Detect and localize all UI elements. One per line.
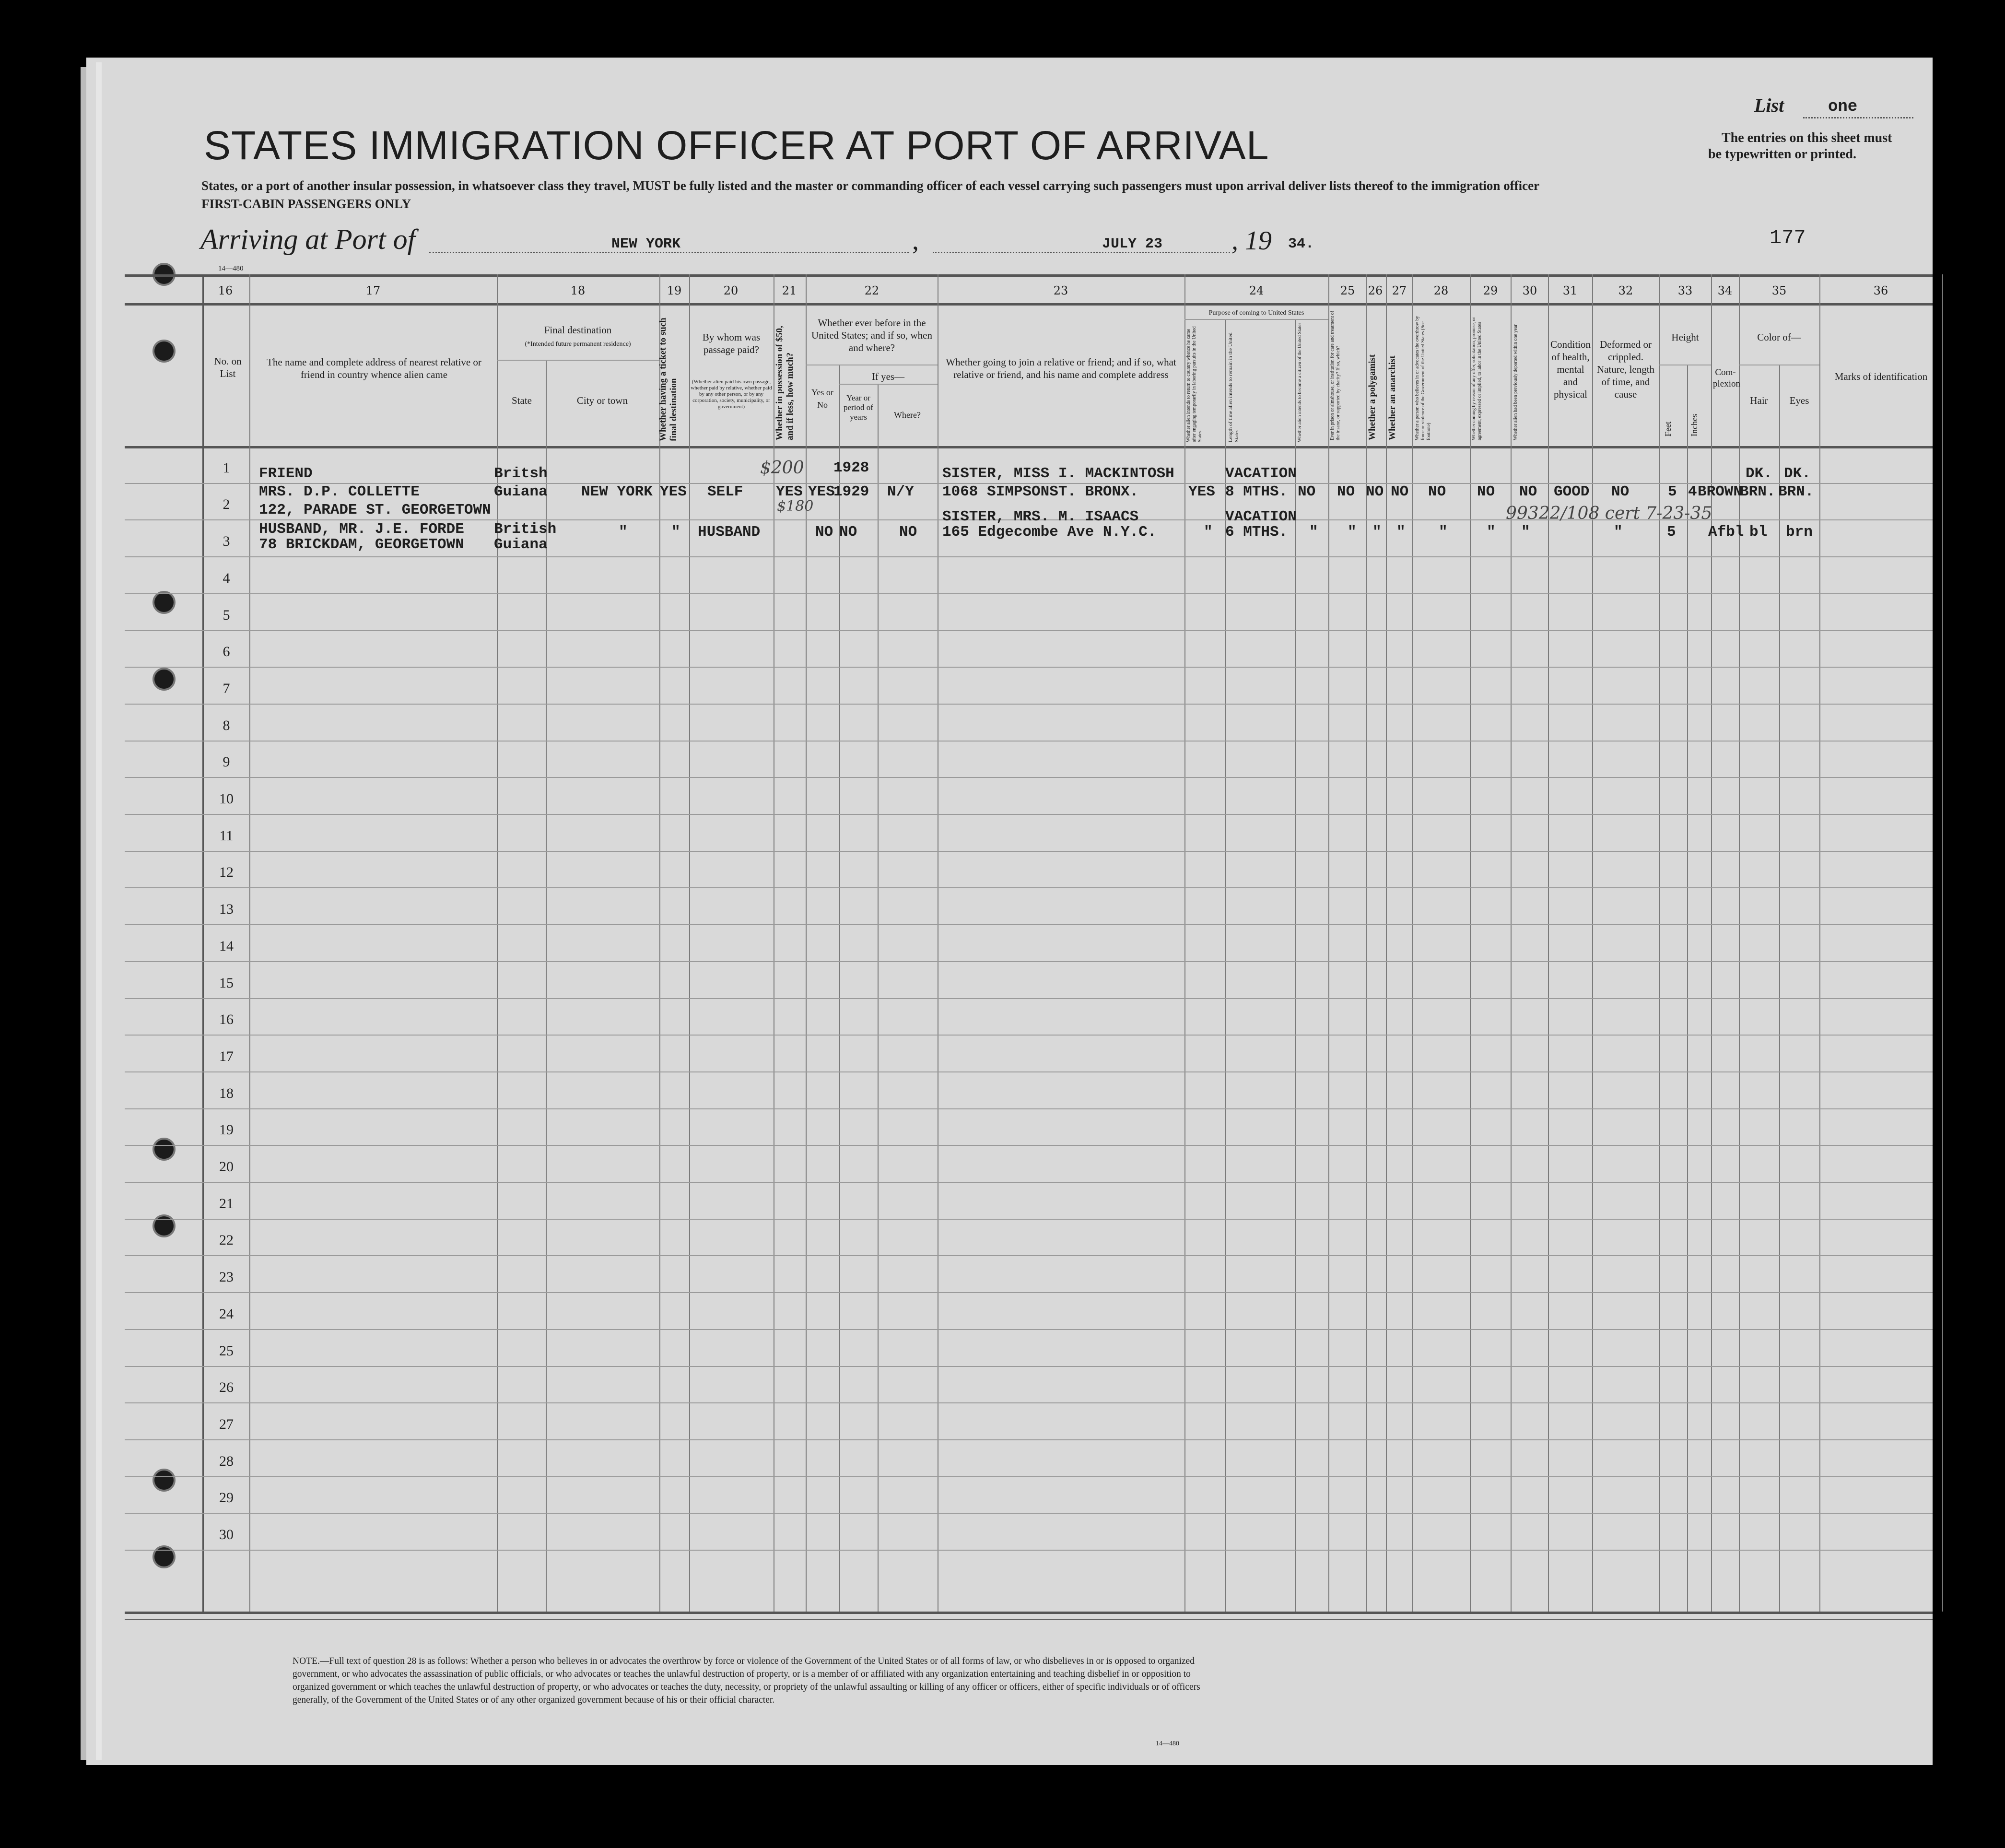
row-number: 29 bbox=[219, 1490, 234, 1506]
col-num-20: 20 bbox=[723, 284, 739, 297]
r2-relative-address: 78 BRICKDAM, GEORGETOWN bbox=[259, 536, 464, 553]
header-years: Year or period of years bbox=[844, 393, 873, 422]
r2-complexion: Afbl bbox=[1708, 524, 1744, 541]
header-purpose-citizen: Whether alien intends to become a citizen of the United States bbox=[1297, 322, 1302, 442]
row-rule bbox=[125, 1513, 1933, 1514]
r1-join-a: SISTER, MISS I. MACKINTOSH bbox=[942, 465, 1174, 482]
row-number: 7 bbox=[223, 680, 230, 696]
r2-paid-by: HUSBAND bbox=[698, 524, 761, 541]
col-num-29: 29 bbox=[1483, 284, 1498, 297]
row-rule bbox=[125, 1145, 1933, 1146]
list-label: List bbox=[1754, 94, 1784, 116]
col-num-35: 35 bbox=[1771, 284, 1787, 297]
row-number: 19 bbox=[219, 1122, 234, 1138]
header-complexion: Com-plexion bbox=[1713, 367, 1740, 389]
row-rule bbox=[125, 1182, 1933, 1183]
page-title: STATES IMMIGRATION OFFICER AT PORT OF ARRIVAL bbox=[204, 123, 1269, 168]
r1-c26: NO bbox=[1366, 483, 1384, 500]
row-rule bbox=[125, 814, 1933, 815]
header-final-destination: Final destination bbox=[544, 324, 612, 336]
row-number: 12 bbox=[219, 864, 234, 881]
row-rule bbox=[125, 1292, 1933, 1293]
arrival-date: JULY 23 bbox=[1102, 236, 1163, 252]
col-num-34: 34 bbox=[1717, 284, 1733, 297]
col-num-33: 33 bbox=[1677, 284, 1693, 297]
r2-city: " bbox=[619, 524, 628, 541]
row-rule bbox=[125, 1329, 1933, 1330]
r1-relative-address: 122, PARADE ST. GEORGETOWN bbox=[259, 502, 491, 518]
binder-hole bbox=[152, 1214, 176, 1237]
r2-feet: 5 bbox=[1667, 524, 1676, 541]
binder-hole bbox=[152, 1138, 176, 1161]
r2-deformed: " bbox=[1614, 524, 1623, 541]
arriving-label: Arriving at Port of bbox=[200, 224, 416, 255]
intro-class: FIRST-CABIN PASSENGERS ONLY bbox=[201, 197, 411, 211]
r2-state-a: British bbox=[494, 521, 557, 538]
header-where: Where? bbox=[894, 410, 921, 420]
col-num-19: 19 bbox=[667, 284, 682, 297]
r2-state-b: Guiana bbox=[494, 536, 548, 553]
row-rule bbox=[125, 1071, 1933, 1072]
header-ticket: Whether having a ticket to such final destination bbox=[658, 318, 679, 441]
row-number: 8 bbox=[223, 717, 230, 733]
page-fold bbox=[96, 62, 102, 1760]
binder-hole bbox=[152, 340, 176, 363]
r2-citizen: " bbox=[1309, 524, 1318, 541]
header-no-on-list: No. on List bbox=[214, 355, 242, 379]
r1-c25: NO bbox=[1337, 483, 1355, 500]
r1-return: YES bbox=[1188, 483, 1215, 500]
header-yes-no: Yes or No bbox=[811, 388, 833, 410]
r1-inches: 4 bbox=[1688, 483, 1697, 500]
row-number: 5 bbox=[223, 607, 230, 623]
row-number: 18 bbox=[219, 1085, 234, 1101]
r2-before-us: NO bbox=[839, 524, 857, 541]
r2-length: 6 MTHS. bbox=[1225, 524, 1288, 541]
r2-c26: " bbox=[1372, 524, 1382, 541]
r1-hair-b: BRN. bbox=[1740, 483, 1776, 500]
r2-annotation: 99322/108 cert 7-23-35 bbox=[1506, 504, 1712, 523]
header-marks: Marks of identification bbox=[1834, 371, 1928, 382]
r1-before-us: YES bbox=[808, 483, 835, 500]
row-number: 30 bbox=[219, 1527, 234, 1542]
row-rule bbox=[125, 1476, 1933, 1477]
header-if-yes: If yes— bbox=[871, 371, 905, 382]
r2-return: " bbox=[1204, 524, 1213, 541]
r2-money-note: $180 bbox=[777, 498, 814, 515]
r2-where: NO bbox=[899, 524, 917, 541]
r1-paid-by: SELF bbox=[707, 483, 743, 500]
row-rule bbox=[125, 630, 1933, 631]
r1-city: NEW YORK bbox=[581, 483, 653, 500]
r1-c30: NO bbox=[1519, 483, 1537, 500]
r1-state-a: Britsh bbox=[494, 465, 548, 482]
col-num-32: 32 bbox=[1618, 284, 1633, 297]
r1-eyes-a: DK. bbox=[1784, 465, 1811, 482]
row-rule bbox=[125, 1439, 1933, 1440]
r2-hair: bl bbox=[1749, 524, 1768, 541]
r1-relative-name: MRS. D.P. COLLETTE bbox=[259, 483, 420, 500]
port-value: NEW YORK bbox=[611, 236, 681, 252]
row-number: 11 bbox=[219, 827, 234, 844]
row-number: 23 bbox=[219, 1269, 234, 1285]
header-before-us: Whether ever before in the United States; and if so, when and where? bbox=[811, 317, 932, 353]
row-number: 25 bbox=[219, 1342, 234, 1359]
header-purpose-length: Length of time alien intends to remain in the United States bbox=[1228, 332, 1240, 442]
r2-c25: " bbox=[1348, 524, 1357, 541]
r1-join-b: 1068 SIMPSONST. BRONX. bbox=[942, 483, 1139, 500]
r1-c28: NO bbox=[1428, 483, 1446, 500]
binder-hole bbox=[152, 1469, 176, 1492]
row-rule bbox=[125, 998, 1933, 999]
col-num-22: 22 bbox=[864, 284, 879, 297]
intro-text: States, or a port of another insular possession, in whatsoever class they travel, MUST be fully listed and the master or commanding officer of each vessel carrying such passengers must upon arrival deliver lists thereof to the immigration officer bbox=[201, 178, 1540, 193]
r1-deformed: NO bbox=[1611, 483, 1630, 500]
r1-years-b: 1929 bbox=[833, 483, 869, 500]
row-number: 24 bbox=[219, 1306, 234, 1322]
page-number: 177 bbox=[1770, 226, 1806, 249]
r2-c28: " bbox=[1439, 524, 1448, 541]
r2-money: NO bbox=[815, 524, 833, 541]
row-rule bbox=[125, 593, 1933, 594]
row-rule bbox=[125, 1035, 1933, 1036]
r2-c30: " bbox=[1521, 524, 1530, 541]
row-rule bbox=[125, 777, 1933, 778]
r2-join-a: SISTER, MRS. M. ISAACS bbox=[942, 508, 1139, 525]
header-state: State bbox=[512, 395, 532, 406]
header-prison: Ever in prison or almshouse, or institution for care and treatment of the insane, or supported by charity? If so, which? bbox=[1330, 311, 1341, 440]
col-num-36: 36 bbox=[1873, 284, 1888, 297]
r1-money: YES bbox=[776, 483, 803, 500]
r1-c27: NO bbox=[1391, 483, 1409, 500]
header-polygamist: Whether a polygamist bbox=[1367, 354, 1377, 440]
r1-complexion: BROWN bbox=[1698, 483, 1743, 500]
r1-where: N/Y bbox=[887, 483, 914, 500]
row-rule bbox=[125, 704, 1933, 705]
header-health: Condition of health, mental and physical bbox=[1550, 339, 1591, 400]
header-join-relative: Whether going to join a relative or friend; and if so, what relative or friend, and his name and complete address bbox=[946, 356, 1176, 380]
header-money: Whether in possession of $50, and if less, how much? bbox=[774, 326, 795, 440]
header-q28: Whether a person who believes in or advocates the overthrow by force or violence of the Government of the United States (See footnote) bbox=[1415, 316, 1431, 440]
r2-relative-name: HUSBAND, MR. J.E. FORDE bbox=[259, 521, 464, 538]
year-prefix: , 19 bbox=[1231, 226, 1272, 256]
col-num-23: 23 bbox=[1053, 284, 1068, 297]
row-number: 27 bbox=[219, 1416, 234, 1432]
header-passage-paid: By whom was passage paid? bbox=[702, 331, 761, 355]
r1-hair-a: DK. bbox=[1746, 465, 1772, 482]
r1-eyes-b: BRN. bbox=[1778, 483, 1814, 500]
row-number: 9 bbox=[223, 754, 230, 770]
r1-ticket: YES bbox=[660, 483, 687, 500]
row-number: 10 bbox=[219, 791, 234, 807]
header-purpose: Purpose of coming to United States bbox=[1208, 309, 1304, 317]
instructions-line2: be typewritten or printed. bbox=[1708, 147, 1856, 162]
row-number: 15 bbox=[219, 975, 234, 991]
r1-relation: FRIEND bbox=[259, 465, 313, 482]
r2-ticket: " bbox=[671, 524, 680, 541]
r1-years-a: 1928 bbox=[833, 459, 869, 476]
list-value: one bbox=[1828, 98, 1858, 116]
row-number: 26 bbox=[219, 1379, 234, 1396]
row-rule bbox=[125, 1108, 1933, 1109]
row-rule bbox=[125, 1550, 1933, 1551]
r1-length: 8 MTHS. bbox=[1225, 483, 1288, 500]
r1-citizen: NO bbox=[1298, 483, 1316, 500]
row-rule bbox=[125, 1366, 1933, 1367]
row-number: 6 bbox=[223, 644, 230, 660]
r1-purpose: VACATION bbox=[1225, 465, 1297, 482]
row-rule bbox=[125, 1255, 1933, 1256]
r1-c29: NO bbox=[1477, 483, 1495, 500]
port-comma: , bbox=[912, 226, 919, 256]
row-number: 17 bbox=[219, 1048, 234, 1064]
col-num-17: 17 bbox=[365, 284, 381, 297]
binder-hole bbox=[152, 668, 176, 691]
row-number: 20 bbox=[219, 1159, 234, 1175]
row-rule bbox=[125, 887, 1933, 888]
header-q29: Whether coming by reason of any offer, solicitation, promise, or agreement, expressed or implied, to labor in the United States bbox=[1471, 317, 1482, 440]
header-final-destination-sub: (*Intended future permanent residence) bbox=[525, 341, 631, 348]
col-num-26: 26 bbox=[1368, 284, 1383, 297]
r1-money-note: $200 bbox=[760, 458, 804, 478]
row-number: 28 bbox=[219, 1453, 234, 1469]
header-hair: Hair bbox=[1750, 395, 1768, 406]
row-number: 22 bbox=[219, 1232, 234, 1248]
r2-purpose: VACATION bbox=[1225, 508, 1297, 525]
row-number: 14 bbox=[219, 938, 234, 954]
row-rule bbox=[125, 741, 1933, 742]
row-rule bbox=[125, 667, 1933, 668]
header-eyes: Eyes bbox=[1789, 395, 1809, 406]
binder-hole bbox=[152, 1545, 176, 1568]
header-feet: Feet bbox=[1663, 422, 1673, 436]
r1-feet: 5 bbox=[1668, 483, 1677, 500]
manifest-page bbox=[86, 58, 1933, 1765]
r1-health: GOOD bbox=[1554, 483, 1590, 500]
header-passage-paid-sub: (Whether alien paid his own passage, whether paid by relative, whether paid by any other person, or by any corporation, society, municipality, or government) bbox=[691, 379, 772, 410]
col-num-18: 18 bbox=[570, 284, 586, 297]
row-rule bbox=[125, 556, 1933, 557]
form-code-bottom: 14—480 bbox=[1156, 1740, 1179, 1747]
row-rule bbox=[125, 851, 1933, 852]
col-num-25: 25 bbox=[1340, 284, 1355, 297]
row-number: 21 bbox=[219, 1195, 234, 1212]
row-rule bbox=[125, 1402, 1933, 1403]
header-inches: Inches bbox=[1689, 414, 1699, 436]
header-deformed: Deformed or crippled. Nature, length of time, and cause bbox=[1596, 339, 1655, 400]
r1-state-b: Guiana bbox=[494, 483, 548, 500]
binder-hole bbox=[152, 591, 176, 614]
instructions-line1: The entries on this sheet must bbox=[1722, 130, 1892, 145]
col-num-21: 21 bbox=[782, 284, 797, 297]
header-height: Height bbox=[1671, 331, 1699, 343]
r2-c27: " bbox=[1396, 524, 1406, 541]
row-number: 16 bbox=[219, 1012, 234, 1028]
r2-eyes: brn bbox=[1786, 524, 1813, 541]
row-number: 4 bbox=[223, 570, 230, 586]
col-num-27: 27 bbox=[1392, 284, 1407, 297]
row-number: 2 bbox=[223, 496, 230, 513]
year-suffix: 34. bbox=[1288, 236, 1314, 252]
footnote-q28: NOTE.—Full text of question 28 is as follows: Whether a person who believes in or advocates the overthrow by force or violence of the Government of the United States or of all forms of law, or who disbelieves in or is opposed to organized government, or who advocates the assassination of public officials, or who advocates or teaches the unlawful destruction of property, or is a member of or affiliated with any organization entertaining and teaching disbelief in or opposition to organized government or which teaches the unlawful destruction of property, or who advocates or teaches the duty, necessity, or propriety of the unlawful assaulting or killing of any officer or officers, either of specific individuals or of officers generally, of the Government of the United States or of any other organized government because of his or their official character. bbox=[293, 1656, 1200, 1705]
col-num-24: 24 bbox=[1249, 284, 1264, 297]
header-color-of: Color of— bbox=[1757, 331, 1801, 343]
row-number: 1 bbox=[223, 459, 230, 476]
r2-c29: " bbox=[1487, 524, 1496, 541]
row-rule bbox=[125, 924, 1933, 925]
header-deported: Whether alien had been previously deported within one year bbox=[1513, 324, 1518, 440]
col-num-31: 31 bbox=[1562, 284, 1578, 297]
header-nearest-relative: The name and complete address of nearest relative or friend in country whence alien came bbox=[267, 356, 481, 380]
row-number: 13 bbox=[219, 901, 234, 918]
col-num-30: 30 bbox=[1522, 284, 1537, 297]
header-city: City or town bbox=[576, 395, 628, 406]
header-anarchist: Whether an anarchist bbox=[1387, 355, 1397, 440]
row-rule bbox=[125, 961, 1933, 962]
col-num-16: 16 bbox=[218, 284, 233, 297]
header-purpose-return: Whether alien intends to return to country whence he came after engaging temporarily in laboring pursuits in the United States bbox=[1186, 326, 1203, 442]
col-num-28: 28 bbox=[1433, 284, 1449, 297]
row-rule bbox=[125, 1219, 1933, 1220]
form-code-top: 14—480 bbox=[218, 265, 244, 272]
r2-join-b: 165 Edgecombe Ave N.Y.C. bbox=[942, 524, 1157, 541]
row-number: 3 bbox=[223, 533, 230, 550]
